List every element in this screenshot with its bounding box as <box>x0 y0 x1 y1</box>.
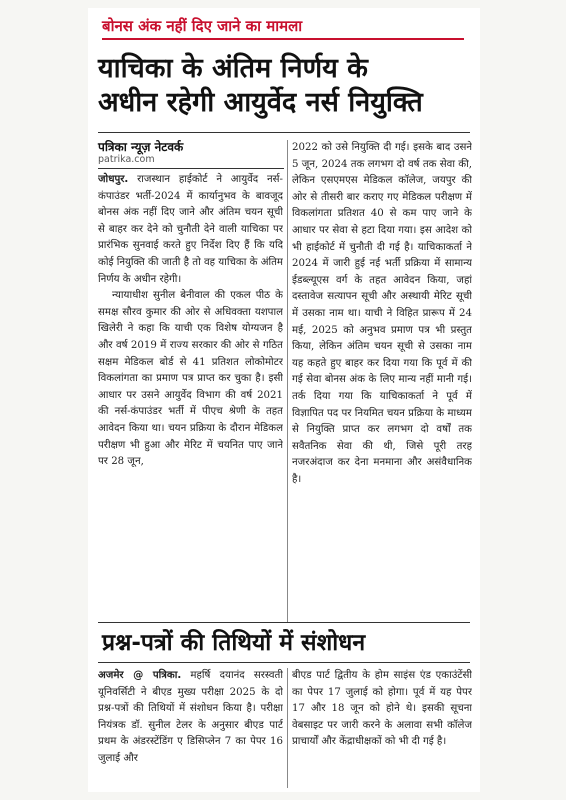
headline-divider <box>98 132 470 133</box>
story2-headline: प्रश्न-पत्रों की तिथियों में संशोधन <box>102 630 366 656</box>
story-paragraph-2: न्यायाधीश सुनील बेनीवाल की एकल पीठ के समक्ष सौरव कुमार की ओर से अधिवक्ता यशपाल खिलेरी ने कहा कि याची एक विशेष योग्यजन है और वर्ष 2019 में राज्य सरकार की ओर से गठित सक्षम मेडिकल बोर्ड से 41 प्रतिशत लोकोमोटर विकलांगता का प्रमाण पत्र प्राप्त कर चुका है। इसी आधार पर उसने आयुर्वेद विभाग की वर्ष 2021 की नर्स-कंपाउंडर भर्ती में पीएच श्रेणी के तहत आवेदन किया था। चयन प्रक्रिया के दौरान मेडिकल परीक्षण भी हुआ और मेरिट में चयनित पाए जाने पर 28 जून, <box>98 290 283 468</box>
column-divider <box>287 140 288 622</box>
story2-column-left <box>98 668 283 792</box>
newspaper-clipping <box>88 8 480 792</box>
story-paragraph-3: 2022 को उसे नियुक्ति दी गई। इसके बाद उसने 5 जून, 2024 तक लगभग दो वर्ष तक सेवा की, लेकिन एसएमएस मेडिकल कॉलेज, जयपुर की ओर से तीसरी बार कराए गए मेडिकल परीक्षण में विकलांगता प्रतिशत 40 से कम पाए जाने के आधार पर सेवा से हटा दिया गया। इस आदेश को भी हाईकोर्ट में चुनौती दी गई है। याचिकाकर्ता ने 2024 में जारी हुई नई भर्ती प्रक्रिया में सामान्य ईडब्ल्यूएस वर्ग के तहत आवेदन किया, जहां दस्तावेज सत्यापन सूची और अस्थायी मेरिट सूची में उसका नाम था। याची ने विहित प्रारूप में 24 मई, 2025 को अनुभव प्रमाण पत्र भी प्रस्तुत किया, लेकिन अंतिम चयन सूची से उसका नाम यह कहते हुए बाहर कर दिया गया कि पूर्व में की गई सेवा बोनस अंक के लिए मान्य नहीं मानी गई। तर्क दिया गया कि याचिकाकर्ता ने पूर्व में विज्ञापित पद पर नियमित चयन प्रक्रिया के माध्यम से नियुक्ति प्राप्त कर लगभग दो वर्षों तक सवैतनिक सेवा की थी, जिसे पूरी तरह नजरअंदाज कर देना मनमाना और असंवैधानिक है। <box>292 142 472 485</box>
story-kicker: बोनस अंक नहीं दिए जाने का मामला <box>102 16 464 40</box>
dateline: जोधपुर. <box>98 174 129 185</box>
story-column-left <box>98 172 283 622</box>
story2-paragraph-1: अजमेर @ पत्रिका. महर्षि दयानंद सरस्वती यूनिवर्सिटी ने बीएड मुख्य परीक्षा 2025 के दो प्रश्न-पत्रों की तिथियों में संशोधन किया है। परीक्षा नियंत्रक डॉ. सुनील टेलर के अनुसार बीएड पार्ट प्रथम के अंडरस्टेंडिंग ए डिसिप्लेन 7 का पेपर 16 जुलाई और <box>98 670 283 764</box>
story-separator <box>98 622 470 623</box>
headline-line-2: अधीन रहेगी आयुर्वेद नर्स नियुक्ति <box>98 87 423 118</box>
byline <box>98 140 283 166</box>
story-headline <box>98 52 474 120</box>
story2-dateline: अजमेर @ पत्रिका. <box>98 670 182 681</box>
story-paragraph-1: जोधपुर. राजस्थान हाईकोर्ट ने आयुर्वेद नर्स-कंपाउंडर भर्ती-2024 में कार्यानुभव के बावजूद बोनस अंक नहीं दिए जाने और अंतिम चयन सूची से बाहर कर देने को चुनौती देने वाली याचिका पर प्रारंभिक सुनवाई करते हुए निर्देश दिए हैं कि यदि कोई नियुक्ति की जाती है तो वह याचिका के अंतिम निर्णय के अधीन रहेगी। <box>98 174 283 285</box>
headline-line-1: याचिका के अंतिम निर्णय के <box>98 53 368 84</box>
story2-column-divider <box>287 668 288 788</box>
story2-headline-divider <box>98 662 470 663</box>
story2-column-right <box>292 668 472 792</box>
story-column-right <box>292 140 472 622</box>
byline-divider <box>98 168 284 169</box>
byline-name: पत्रिका न्यूज़ नेटवर्क <box>98 140 184 154</box>
byline-website: patrika.com <box>98 154 155 165</box>
story2-paragraph-2: बीएड पार्ट द्वितीय के होम साइंस एंड एकाउंटेंसी का पेपर 17 जुलाई को होगा। पूर्व में यह पेपर 17 और 18 जून को होने थे। इसकी सूचना वेबसाइट पर जारी करने के अलावा सभी कॉलेज प्राचार्यों और केंद्राधीक्षकों को भी दी गई है। <box>292 670 472 748</box>
